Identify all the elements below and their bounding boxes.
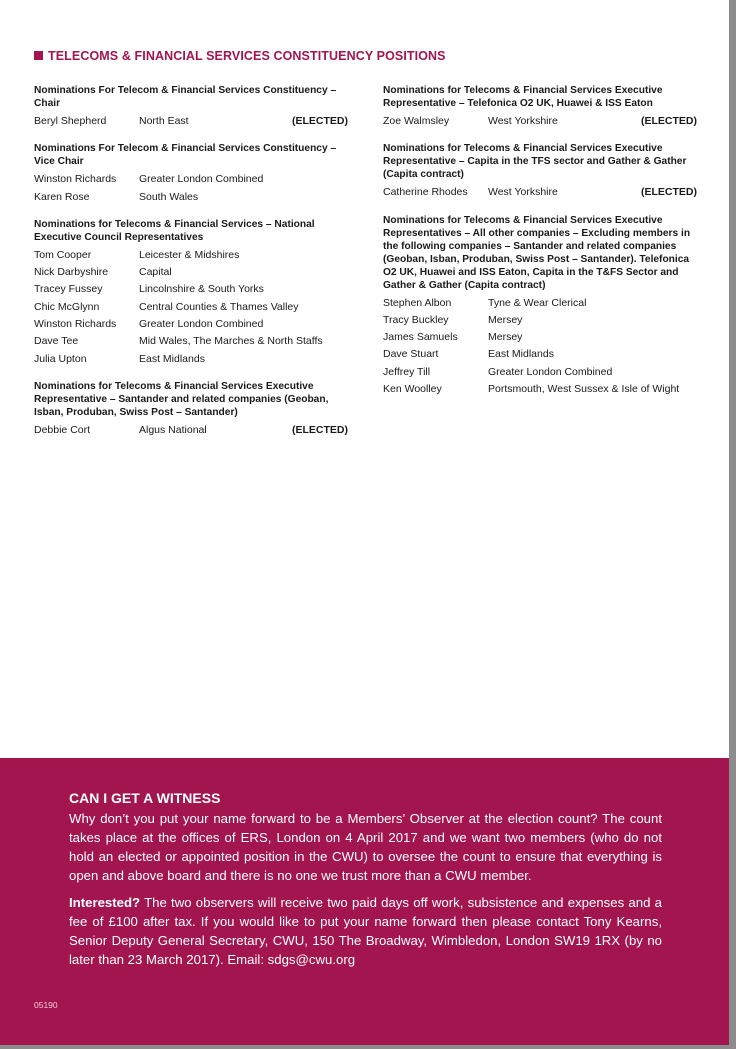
nominee-name: Zoe Walmsley [383,115,450,127]
nomination-block [34,380,348,439]
nominee-name: Tracey Fussey [34,283,103,296]
left-column [34,84,348,451]
witness-panel-content [69,790,662,977]
nominee-region: Tyne & Wear Clerical [488,296,587,309]
nominee-region: Mid Wales, The Marches & North Staffs [139,335,323,348]
witness-paragraph-2-body: The two observers will receive two paid days off work, subsistence and expenses and a fee of £100 after tax. If you would like to put your name forward then please contact Tony Kearns, Senior Deputy General Secretary, CWU, 150 The Broadway, Wimbledon, London SW19 1RX (by no later than 23 March 2017). Email: sdgs@cwu.org [69,895,662,967]
page-edge-right [729,0,736,1049]
nominee-region: East Midlands [488,348,554,361]
nominee-row [383,312,697,329]
nominee-row [383,329,697,346]
nominee-name: Winston Richards [34,318,117,331]
nominee-row [383,381,697,398]
nominee-region: North East [139,115,189,127]
nominee-row [34,171,348,188]
nominee-region: Mersey [488,313,523,326]
nominee-row [383,113,697,130]
nominee-region: Greater London Combined [139,318,264,331]
nomination-heading: Nominations for Telecoms & Financial Services Executive Representative – Telefonica O2 UK, Huawei & ISS Eaton [383,85,663,109]
nominee-region: South Wales [139,190,199,203]
nominee-name: Tom Cooper [34,248,92,261]
right-column [383,84,697,410]
nominee-row [34,247,348,264]
nominee-region: Central Counties & Thames Valley [139,300,299,313]
section-title-text: TELECOMS & FINANCIAL SERVICES CONSTITUENCY POSITIONS [48,49,446,63]
nominee-region: West Yorkshire [488,186,558,199]
nominee-region: Algus National [139,423,207,436]
nominee-row [34,189,348,206]
nominee-name: Dave Stuart [383,348,439,361]
nominee-row [34,113,348,130]
nominee-name: Chic McGlynn [34,300,100,313]
nominee-name: Nick Darbyshire [34,266,109,279]
nominee-row [383,364,697,381]
page-edge-bottom [0,1045,736,1049]
nominee-row [34,264,348,281]
nomination-heading: Nominations for Telecoms & Financial Services Executive Representative – Capita in the TFS sector and Gather & Gather (Capita contract) [383,143,687,181]
nominee-status: (ELECTED) [292,423,348,436]
nominee-name: Ken Woolley [383,383,442,396]
nominee-name: Catherine Rhodes [383,186,468,199]
nominee-region: Portsmouth, West Sussex & Isle of Wight [488,383,680,396]
nominee-name: Debbie Cort [34,423,91,436]
witness-title: CAN I GET A WITNESS [69,790,221,806]
nomination-heading: Nominations for Telecoms & Financial Services Executive Representatives – All other companies – Excluding members in the following companies – Santander and related companies (Geoban, Isban, Produban, Swiss Post – Santander). Telefonica O2 UK, Huawei and ISS Eaton, Capita in the T&FS Sector and Gather & Gather (Capita contract) [383,214,691,291]
nominee-name: Jeffrey Till [383,365,431,378]
nominee-name: James Samuels [383,331,458,344]
nominee-region: Leicester & Midshires [139,248,240,261]
nominee-row [34,316,348,333]
nominee-region: West Yorkshire [488,115,558,127]
nominee-name: Beryl Shepherd [34,115,107,127]
nominee-row [34,299,348,316]
section-title [34,49,446,63]
nominee-row [383,295,697,312]
witness-paragraph-2 [69,893,662,969]
nominee-region: Lincolnshire & South Yorks [139,283,264,296]
nominee-row [34,281,348,298]
nominee-name: Winston Richards [34,173,117,186]
nomination-heading: Nominations For Telecom & Financial Services Constituency – Chair [34,85,337,109]
nominee-region: East Midlands [139,352,205,365]
nominee-name: Stephen Albon [383,296,452,309]
document-code: 05190 [34,1000,58,1010]
nominee-region: Mersey [488,331,523,344]
nominee-status: (ELECTED) [641,186,697,199]
nominee-row [34,351,348,368]
nomination-heading: Nominations for Telecoms & Financial Services – National Executive Council Representatives [34,218,315,243]
square-bullet-icon [34,51,43,60]
nomination-block [383,142,697,201]
nominee-region: Greater London Combined [139,173,264,186]
nominee-status: (ELECTED) [292,115,348,127]
nominee-name: Karen Rose [34,190,90,203]
nomination-block [383,214,697,399]
nominee-status: (ELECTED) [641,115,697,127]
nominee-name: Tracy Buckley [383,313,449,326]
nominee-row [383,346,697,363]
nominee-region: Greater London Combined [488,365,613,378]
nominee-row [34,333,348,350]
witness-paragraph-1: Why don’t you put your name forward to be a Members’ Observer at the election count? The count takes place at the offices of ERS, London on 4 April 2017 and we want two members (who do not hold an elected or appointed position in the CWU) to oversee the count to ensure that everything is open and above board and there is no one we trust more than a CWU member. [69,811,662,883]
nominee-name: Dave Tee [34,335,79,348]
nominee-row [383,184,697,201]
interested-lead: Interested? [69,895,141,910]
nomination-block [34,142,348,206]
nomination-block [383,84,697,130]
nomination-heading: Nominations for Telecoms & Financial Services Executive Representative – Santander and related companies (Geoban, Isban, Produban, Swiss Post – Santander) [34,380,329,418]
nominee-region: Capital [139,266,172,279]
nomination-block [34,218,348,368]
nominee-row [34,422,348,439]
nomination-heading: Nominations For Telecom & Financial Services Constituency – Vice Chair [34,143,337,168]
nomination-block [34,84,348,130]
witness-panel [0,758,729,1045]
nominee-name: Julia Upton [34,352,87,365]
